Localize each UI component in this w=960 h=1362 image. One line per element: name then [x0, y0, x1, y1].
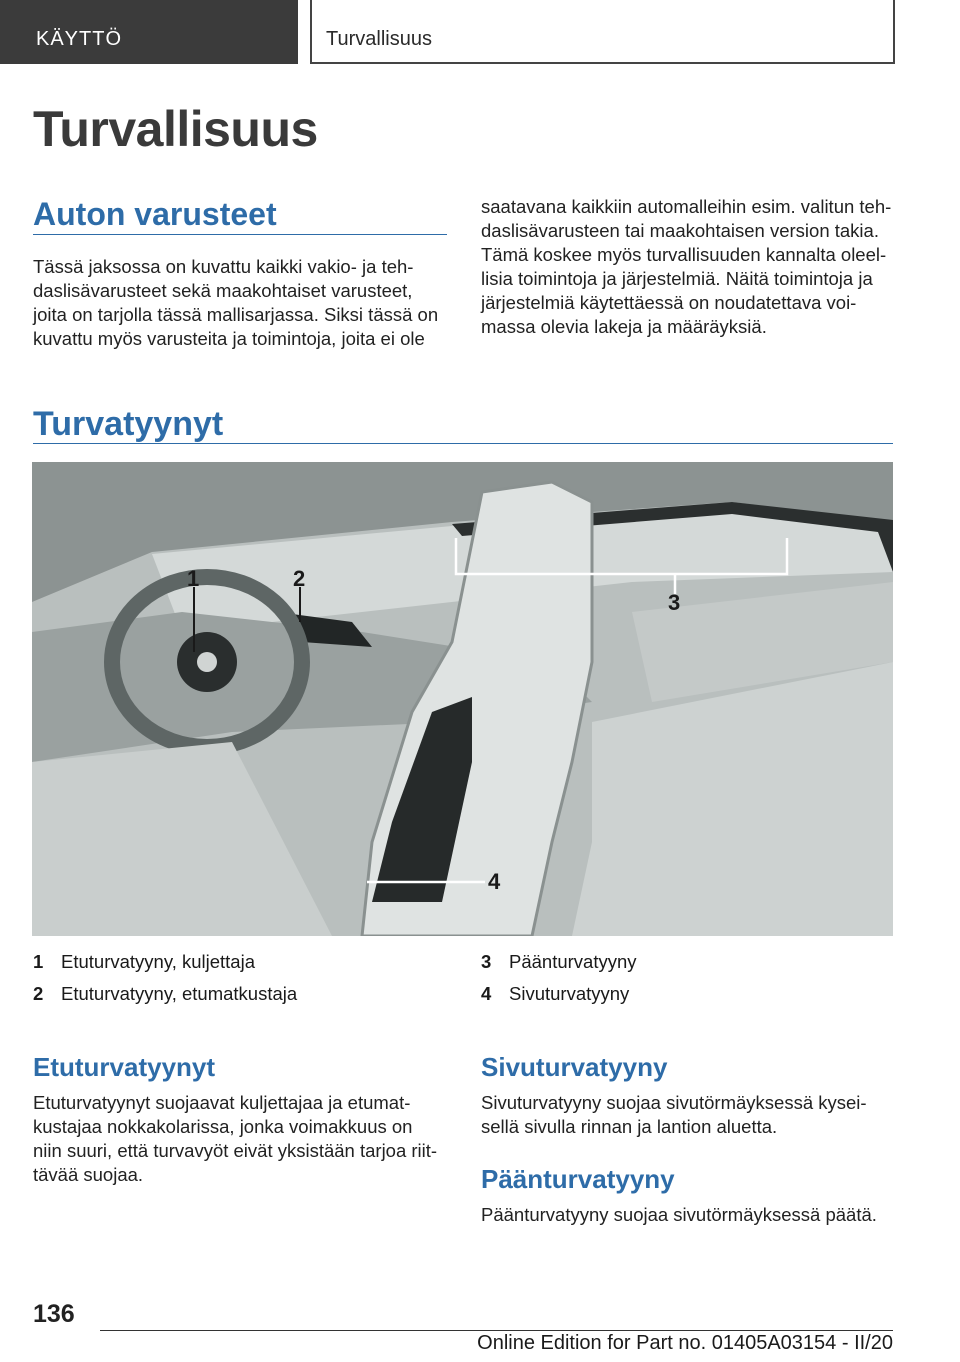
- side-airbag-text: [481, 1091, 901, 1139]
- head-airbag-text: [481, 1203, 901, 1227]
- text-line: lisia toimintoja ja järjestelmiä. Näitä toimintoja ja: [481, 268, 873, 289]
- list-item: [481, 978, 637, 1010]
- text-line: saatavana kaikkiin automalleihin esim. valitun teh‐: [481, 196, 892, 217]
- text-line: niin suuri, että turvavyöt eivät yksistään tarjoa riit‐: [33, 1140, 438, 1161]
- list-item: [33, 946, 297, 978]
- equipment-text-col1: [33, 255, 453, 351]
- callout-label-4: 4: [488, 869, 501, 894]
- caption-number: 3: [481, 951, 492, 972]
- car-interior-drawing: [32, 462, 893, 936]
- text-line: kustajaa nokkakolarissa, jonka voimakkuus on: [33, 1116, 413, 1137]
- logo-badge: [197, 652, 217, 672]
- caption-number: 1: [33, 951, 44, 972]
- text-line: tävää suojaa.: [33, 1164, 144, 1185]
- caption-text: Etuturvatyyny, kuljettaja: [61, 951, 255, 972]
- airbags-heading-rule: [33, 443, 893, 444]
- text-line: massa olevia lakeja ja määräyksiä.: [481, 316, 767, 337]
- text-line: kuvattu myös varusteita ja toimintoja, joita ei ole: [33, 328, 425, 349]
- text-line: joita on tarjolla tässä mallisarjassa. Siksi tässä on: [33, 304, 439, 325]
- caption-text: Sivuturvatyyny: [509, 983, 630, 1004]
- equipment-text-col2: [481, 195, 901, 339]
- text-line: sellä sivulla rinnan ja lantion aluetta.: [481, 1116, 778, 1137]
- chapter-tab: Turvallisuus: [310, 0, 895, 64]
- footer-rule: [100, 1330, 893, 1331]
- text-line: Tässä jaksossa on kuvattu kaikki vakio- ja teh‐: [33, 256, 414, 277]
- airbag-illustration: [32, 462, 893, 936]
- front-airbags-text: [33, 1091, 463, 1187]
- page-number: 136: [33, 1300, 75, 1328]
- head-airbag-heading: Päänturvatyyny: [481, 1164, 675, 1194]
- caption-list-left: [33, 946, 297, 1010]
- caption-text: Päänturvatyyny: [509, 951, 637, 972]
- list-item: [481, 946, 637, 978]
- caption-number: 4: [481, 983, 492, 1004]
- caption-text: Etuturvatyyny, etumatkustaja: [61, 983, 298, 1004]
- edition-footer: Online Edition for Part no. 01405A03154 - II/20: [477, 1332, 893, 1354]
- side-airbag-heading: Sivuturvatyyny: [481, 1052, 668, 1082]
- callout-label-1: 1: [187, 566, 200, 591]
- text-line: Sivuturvatyyny suojaa sivutörmäyksessä kysei‐: [481, 1092, 867, 1113]
- section-tab: KÄYTTÖ: [0, 0, 298, 64]
- caption-list-right: [481, 946, 637, 1010]
- equipment-heading: Auton varusteet: [33, 196, 277, 232]
- front-airbags-heading: Etuturvatyynyt: [33, 1052, 216, 1082]
- text-line: daslisävarusteet sekä maakohtaiset varusteet,: [33, 280, 413, 301]
- text-line: Tämä koskee myös turvallisuuden kannalta oleel‐: [481, 244, 887, 265]
- equipment-heading-rule: [33, 234, 447, 235]
- list-item: [33, 978, 297, 1010]
- callout-label-3: 3: [668, 590, 681, 615]
- text-line: Päänturvatyyny suojaa sivutörmäyksessä päätä.: [481, 1204, 877, 1225]
- callout-label-2: 2: [293, 566, 306, 591]
- text-line: Etuturvatyynyt suojaavat kuljettajaa ja etumat‐: [33, 1092, 411, 1113]
- caption-number: 2: [33, 983, 44, 1004]
- text-line: daslisävarusteen tai maakohtaisen version takia.: [481, 220, 879, 241]
- page-header: [0, 0, 960, 66]
- page-title: Turvallisuus: [33, 101, 318, 157]
- airbags-heading: Turvatyynyt: [33, 405, 224, 443]
- text-line: järjestelmiä käytettäessä on noudatettava voi‐: [481, 292, 857, 313]
